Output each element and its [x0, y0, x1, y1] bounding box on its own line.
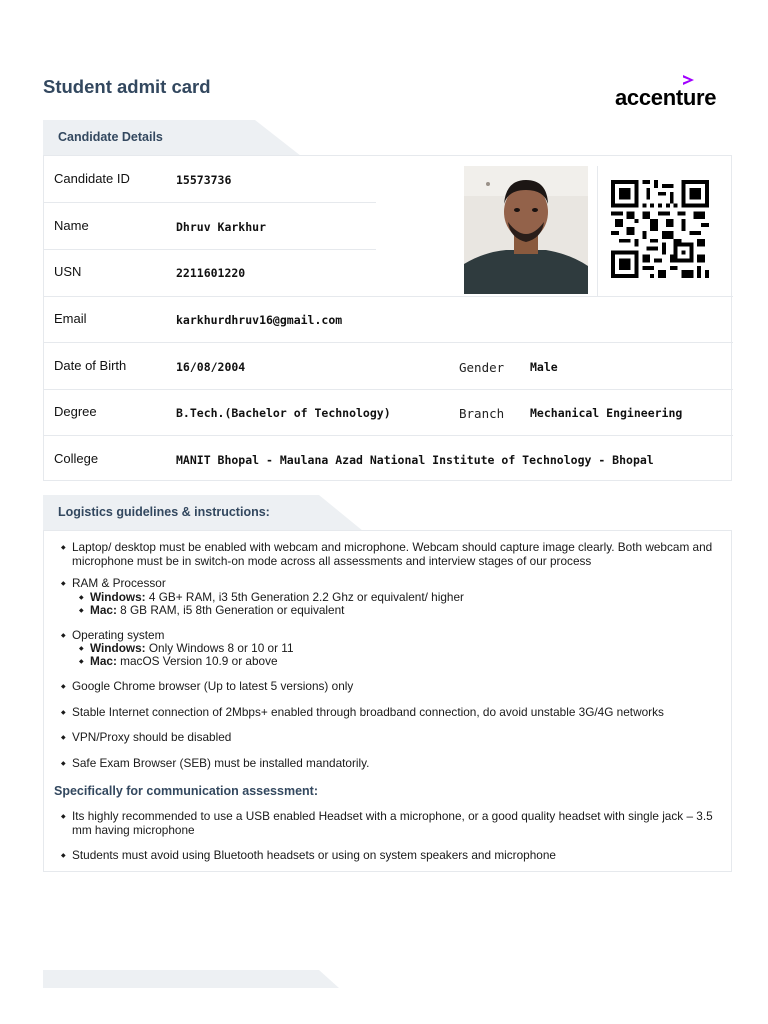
- college-row: [44, 436, 733, 483]
- os-name: Mac:: [90, 603, 117, 617]
- guideline-item: ◆ Google Chrome browser (Up to latest 5 versions) only: [72, 680, 722, 694]
- candidate-photo: [464, 166, 588, 294]
- next-section-tab: [43, 970, 339, 988]
- logistics-tab: [43, 495, 363, 531]
- candidate-id-value: 15573736: [176, 173, 232, 187]
- candidate-id-row: [44, 156, 376, 203]
- sub-guideline-item: [90, 655, 710, 669]
- gender-value: Male: [530, 359, 558, 374]
- guideline-item: ◆ Laptop/ desktop must be enabled with webcam and microphone. Webcam should capture image clearly. Both webcam and microphone must be in switch-on mode across all assessments and interview stages of our process: [72, 541, 722, 568]
- candidate-id-label: Candidate ID: [54, 171, 130, 186]
- degree-value: B.Tech.(Bachelor of Technology): [176, 406, 391, 420]
- dob-label: Date of Birth: [54, 357, 127, 373]
- usn-label: USN: [54, 264, 82, 279]
- gender-label: Gender: [459, 359, 505, 375]
- logo-text: accenture: [615, 85, 717, 110]
- guideline-item: ◆ Operating system: [72, 629, 722, 643]
- os-name: Mac:: [90, 654, 117, 668]
- requirement-text: 4 GB+ RAM, i3 5th Generation 2.2 Ghz or equivalent/ higher: [145, 590, 464, 604]
- candidate-photo-image: [464, 166, 588, 294]
- requirement-text: 8 GB RAM, i5 8th Generation or equivalent: [116, 603, 345, 617]
- branch-label: Branch: [459, 406, 505, 421]
- requirement-text: Only Windows 8 or 10 or 11: [145, 641, 294, 655]
- qr-code: [611, 180, 709, 278]
- logistics-title: Logistics guidelines & instructions:: [58, 505, 270, 519]
- degree-row: [44, 389, 733, 436]
- communication-subheading: Specifically for communication assessment:: [54, 784, 318, 798]
- candidate-details-panel: [43, 155, 732, 481]
- name-value: Dhruv Karkhur: [176, 219, 267, 234]
- os-name: Windows:: [90, 590, 146, 604]
- dob-value: 16/08/2004: [176, 359, 246, 374]
- guideline-item: ◆ Safe Exam Browser (SEB) must be installed mandatorily.: [72, 757, 722, 771]
- communication-item: ◆ Its highly recommended to use a USB enabled Headset with a microphone, or a good quality headset with single jack – 3.5 mm having microphone: [72, 810, 722, 837]
- candidate-details-tab: [43, 120, 301, 156]
- branch-value: Mechanical Engineering: [530, 406, 683, 420]
- communication-item: ◆ Students must avoid using Bluetooth headsets or using on system speakers and microphone: [72, 849, 722, 863]
- photo-qr-separator: [597, 166, 598, 296]
- email-row: [44, 296, 733, 343]
- os-name: Windows:: [90, 641, 146, 655]
- degree-label: Degree: [54, 404, 97, 419]
- guideline-item: ◆ RAM & Processor: [72, 577, 722, 591]
- page-title: Student admit card: [43, 76, 211, 97]
- name-row: [44, 203, 376, 250]
- email-label: Email: [54, 311, 87, 326]
- email-value: karkhurdhruv16@gmail.com: [176, 313, 343, 327]
- usn-row: [44, 249, 376, 296]
- candidate-details-title: Candidate Details: [58, 130, 163, 144]
- college-value: MANIT Bhopal - Maulana Azad National Institute of Technology - Bhopal: [176, 452, 654, 467]
- usn-value: 2211601220: [176, 266, 246, 280]
- guideline-item: ◆ VPN/Proxy should be disabled: [72, 731, 722, 745]
- name-label: Name: [54, 217, 89, 233]
- requirement-text: macOS Version 10.9 or above: [116, 654, 278, 668]
- sub-guideline-item: [90, 604, 710, 618]
- accenture-logo: [615, 75, 735, 111]
- college-label: College: [54, 450, 99, 466]
- logistics-panel: [43, 530, 732, 872]
- dob-row: [44, 343, 733, 390]
- guideline-item: ◆ Stable Internet connection of 2Mbps+ enabled through broadband connection, do avoid unstable 3G/4G networks: [72, 706, 722, 720]
